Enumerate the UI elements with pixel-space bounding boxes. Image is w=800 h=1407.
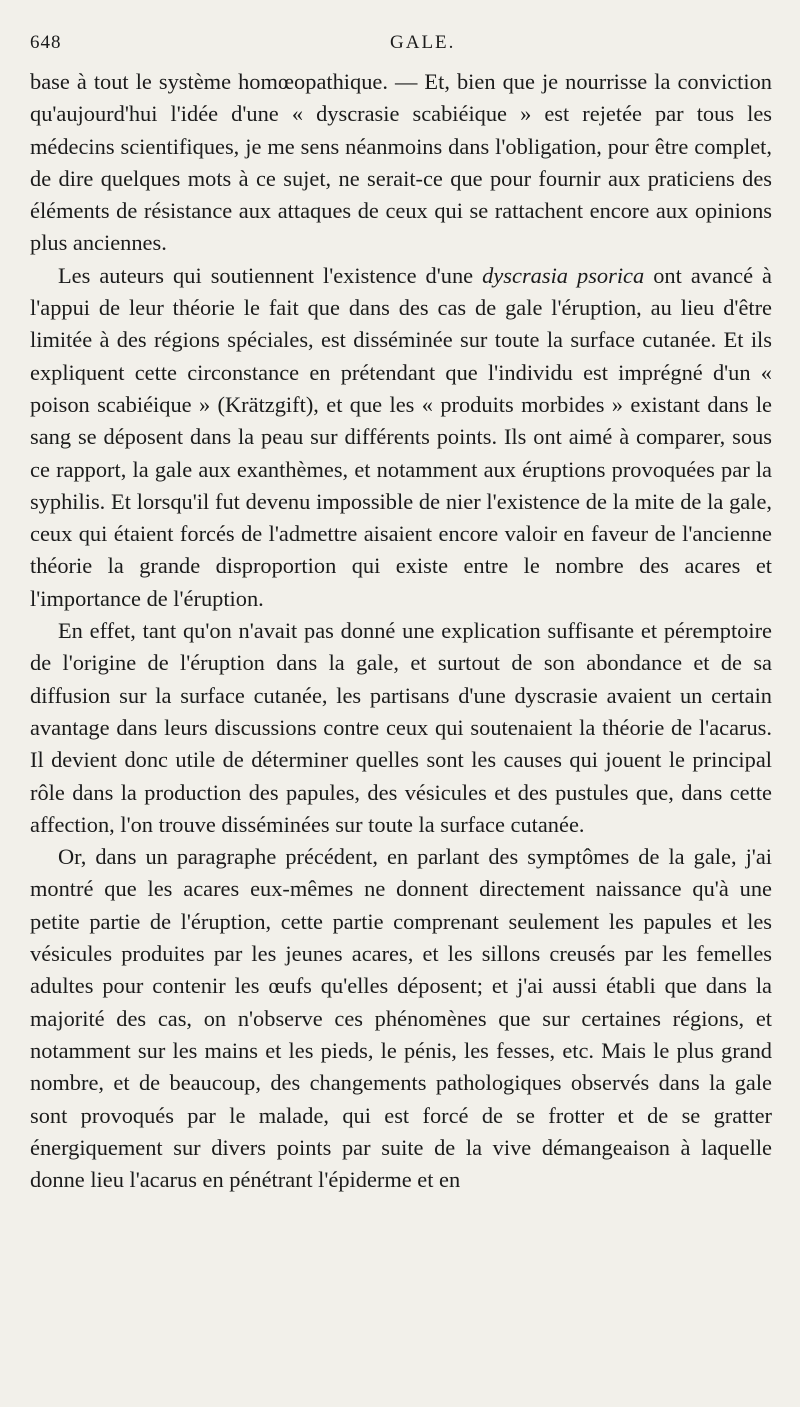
paragraph-text: Les auteurs qui soutiennent l'existence d'une (58, 262, 483, 288)
paragraph-3 (30, 615, 772, 841)
running-title: GALE. (390, 32, 456, 53)
paragraph-2 (30, 260, 772, 615)
paragraph-text: ont avancé à l'appui de leur théorie le fait que dans des cas de gale l'éruption, au lieu d'être limitée à des régions spéciales, est disséminée sur toute la surface cutanée. Et ils expliquent cette circonstance en prétendant que l'individu est imprégné d'un « poison scabiéique » (Krätzgift), et que les « produits morbides » existant dans le sang se déposent dans la peau sur différents points. Ils ont aimé à comparer, sous ce rapport, la gale aux exanthèmes, et notamment aux éruptions provoquées par la syphilis. Et lorsqu'il fut devenu impossible de nier l'existence de la mite de la gale, ceux qui étaient forcés de l'admettre aisaient encore valoir en faveur de l'ancienne théorie la grande disproportion qui existe entre le nombre des acares et l'importance de l'éruption. (30, 262, 772, 611)
page-header (30, 32, 770, 60)
body-text (30, 66, 772, 1196)
paragraph-text: En effet, tant qu'on n'avait pas donné une explication suffisante et péremptoire de l'origine de l'éruption dans la gale, et surtout de son abondance et de sa diffusion sur la surface cutanée, les partisans d'une dyscrasie avaient un certain avantage dans leurs discussions contre ceux qui soutenaient la théorie de l'acarus. Il devient donc utile de déterminer quelles sont les causes qui jouent le principal rôle dans la production des papules, des vésicules et des pustules que, dans cette affection, l'on trouve disséminées sur toute la surface cutanée. (30, 618, 772, 837)
paragraph-text: base à tout le système homœopathique. — Et, bien que je nourrisse la conviction qu'aujourd'hui l'idée d'une « dyscrasie scabiéique » est rejetée par tous les médecins scientifiques, je me sens néanmoins dans l'obligation, pour être complet, de dire quelques mots à ce sujet, ne serait-ce que pour fournir aux praticiens des éléments de résistance aux attaques de ceux qui se rattachent encore aux opinions plus anciennes. (30, 69, 772, 256)
italic-term: dyscrasia psorica (482, 262, 645, 288)
paragraph-text: Or, dans un paragraphe précédent, en parlant des symptômes de la gale, j'ai montré que les acares eux-mêmes ne donnent directement naissance qu'à une petite partie de l'éruption, cette partie comprenant seulement les papules et les vésicules produites par les jeunes acares, et les sillons creusés par les femelles adultes pour contenir les œufs qu'elles déposent; et j'ai aussi établi que dans la majorité des cas, on n'observe ces phénomènes que sur certaines régions, et notamment sur les mains et les pieds, le pénis, les fesses, etc. Mais le plus grand nombre, et de beaucoup, des changements pathologiques observés dans la gale sont provoqués par le malade, qui est forcé de se frotter et de se gratter énergiquement sur divers points par suite de la vive démangeaison à laquelle donne lieu l'acarus en pénétrant l'épiderme et en (30, 844, 772, 1193)
paragraph-1 (30, 66, 772, 260)
paragraph-4 (30, 841, 772, 1196)
page-number: 648 (30, 32, 62, 53)
